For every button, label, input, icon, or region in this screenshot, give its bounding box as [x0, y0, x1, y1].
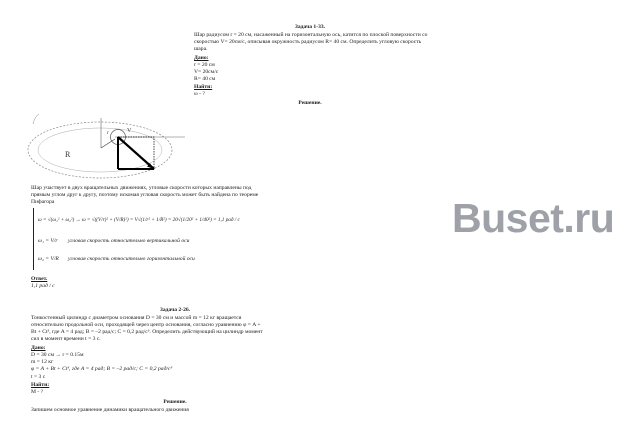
problem2-text-line2: относительно продольной оси, проходящей через центр основания, согласно уравнению φ = A +	[31, 322, 261, 328]
formula-omega1-note: угловая скорость относительно вертикальной оси	[68, 238, 190, 244]
motion-arc	[33, 114, 39, 124]
problem2-title: Задача 2-26.	[159, 307, 191, 313]
watermark-logo: Buset.ru	[452, 195, 615, 241]
figure-label-R: R	[65, 150, 71, 159]
formula-omega2-note: угловая скорость относительно горизонтальной оси	[68, 256, 195, 262]
problem1-explanation-line3: Пифагора	[31, 199, 55, 205]
problem2-find-label: Найти:	[31, 382, 50, 388]
formula-omega1: ω₁ = V/r	[38, 238, 58, 244]
problem1-given-label: Дано:	[194, 55, 209, 61]
problem1-given-big-r: R= 40 см	[194, 76, 216, 82]
problem1-solution-label: Решение.	[298, 100, 322, 106]
omega-result-vector	[118, 137, 154, 169]
problem2-given-m: m = 12 кг	[31, 359, 54, 365]
problem1-title: Задача 1-33.	[294, 24, 326, 30]
problem2-given-d: D = 30 см → r = 0.15м	[31, 352, 84, 358]
formula-main: ω = √(ω₁² + ω₂²) → ω = √((V/r)² + (V/R)²) = V√(1/r² + 1/R²) = 20√(1/20² + 1/40²) = 1,1 рад / с	[38, 217, 240, 223]
problem2-given-label: Дано:	[31, 345, 46, 351]
radius-line	[101, 139, 115, 148]
problem2-given-phi: φ = A + Bt + Ct³, где A = 4 рад; B = –2 рад/с; C = 0,2 рад/с³	[31, 366, 173, 372]
problem2-text-line4: сил в момент времени t = 3 с.	[31, 336, 101, 342]
figure-label-r: r	[107, 131, 109, 136]
problem2-given-t: t = 3 с	[31, 374, 46, 380]
problem1-answer: 1,1 рад / с	[31, 283, 55, 289]
formula-omega2: ω₂ = V/R	[38, 256, 59, 262]
rolling-ball-figure	[15, 110, 205, 182]
problem2-text-line3: Bt + Ct³, где A = 4 рад; B = –2 рад/с; C = 0,2 рад/с³. Определить действующий на цилиндр момент	[31, 329, 263, 335]
problem1-explanation-line1: Шар участвует в двух вращательных движениях, угловые скорости которых направлены под	[31, 185, 252, 191]
problem1-text-line3: шара.	[194, 46, 208, 52]
problem1-given-r: r = 20 см	[194, 62, 215, 68]
problem2-solution-label: Решение.	[163, 399, 187, 405]
problem1-text-line1: Шар радиусом r = 20 см, насаженный на горизонтальную ось, катится по плоской поверхности со	[194, 32, 428, 38]
problem1-given-v: V= 20см/с	[194, 69, 219, 75]
problem2-text-line1: Тонкостенный цилиндр с диаметром основания D = 30 см и массой m = 12 кг вращается	[31, 315, 242, 321]
inner-path-circle	[38, 128, 162, 172]
problem2-solution-text: Запишем основное уравнение динамики вращательного движения	[31, 407, 189, 413]
figure-label-V: V	[127, 128, 132, 134]
problem1-find-label: Найти:	[194, 84, 213, 90]
problem1-explanation-line2: прямым углом друг к другу, поэтому искомая угловая скорость может быть найдена по теореме	[31, 192, 259, 198]
problem1-text-line2: скоростью V= 20см/с, описывая окружность радиусом R= 40 см. Определить угловую скорость	[194, 39, 422, 45]
problem1-find: ω - ?	[194, 91, 205, 97]
problem1-answer-label: Ответ.	[31, 276, 48, 282]
formula-brace	[33, 208, 34, 270]
problem2-find: M - ?	[31, 389, 44, 395]
